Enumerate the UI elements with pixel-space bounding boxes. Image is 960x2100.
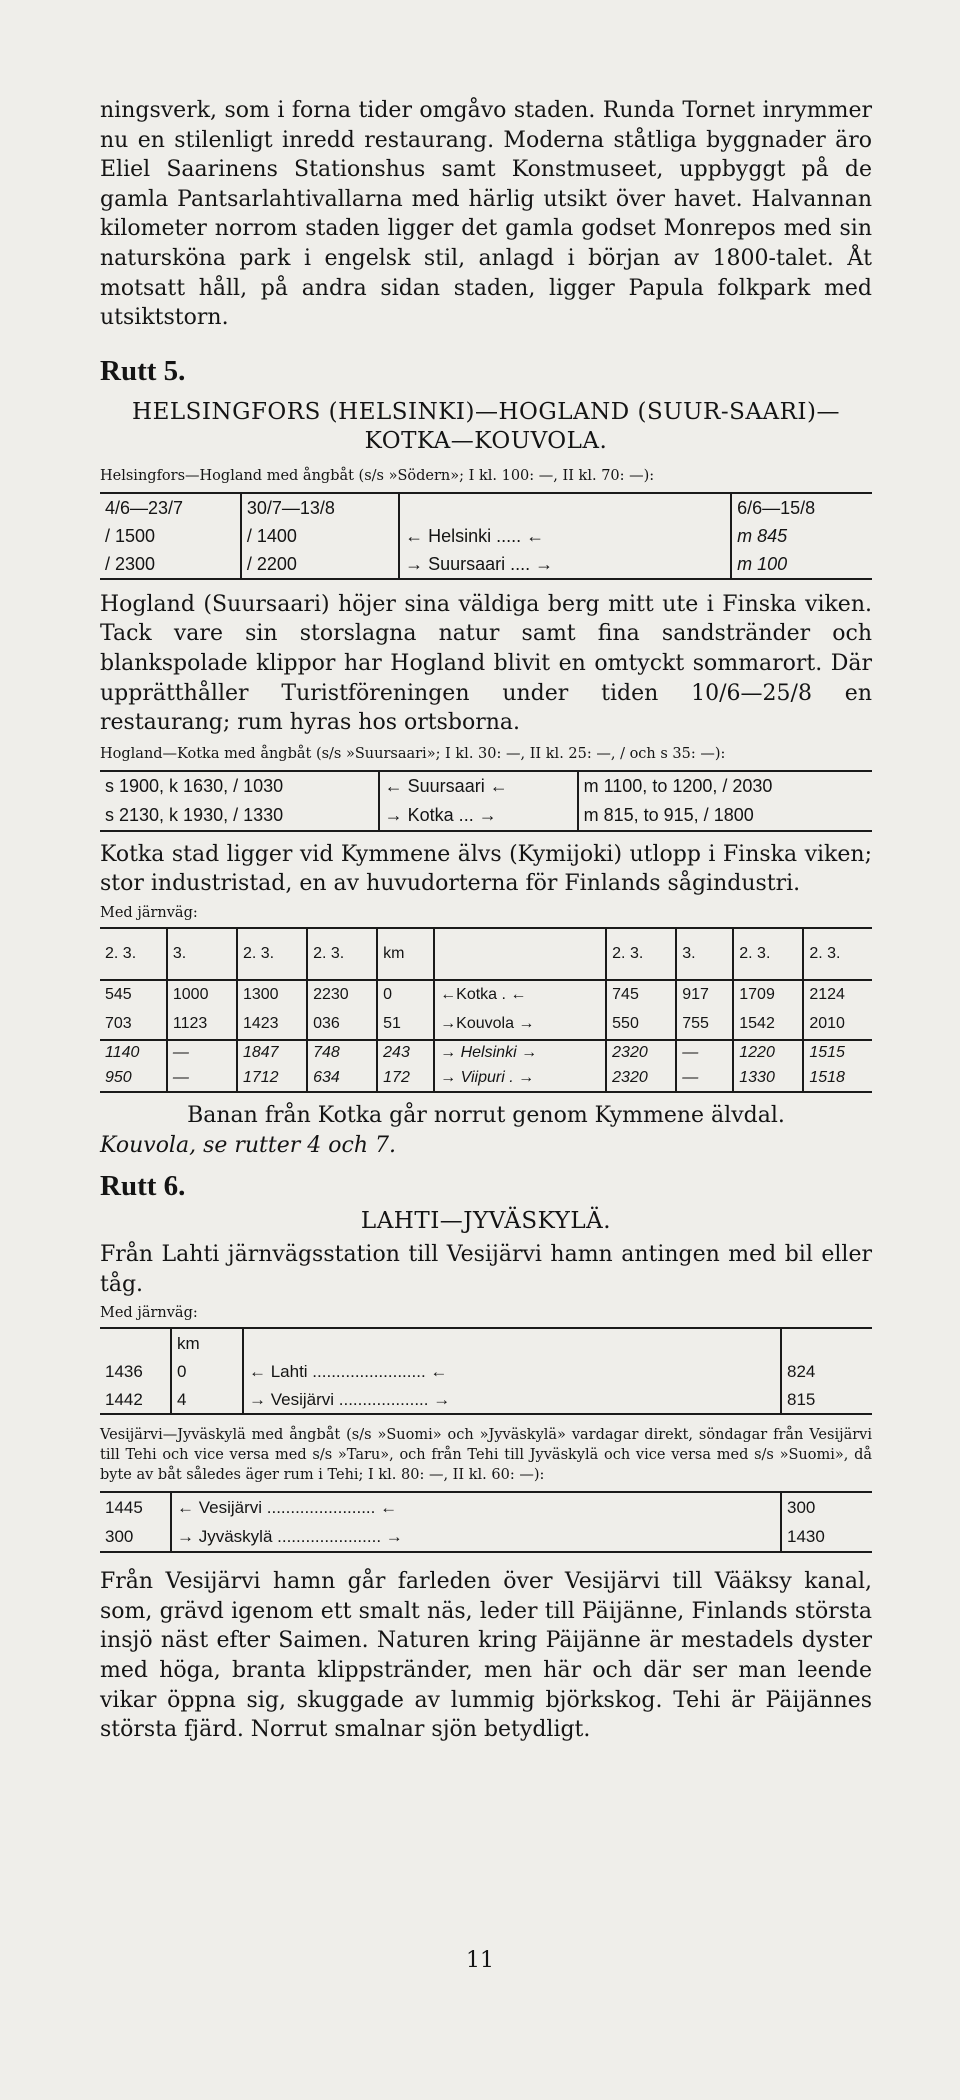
kotka-rail-note: Banan från Kotka går norrut genom Kymmene älvdal. — [187, 1102, 785, 1128]
rutt5-heading: Rutt 5. — [100, 354, 186, 387]
rutt6-title: LAHTI—JYVÄSKYLÄ. — [360, 1208, 612, 1235]
timetable-suursaari-kotka — [100, 770, 872, 832]
table-row: 950 — 1712 634 172 → Viipuri . → 2320 — 1330 1518 — [100, 1066, 872, 1092]
rutt5-title: HELSINGFORS (HELSINKI)—HOGLAND (SUUR-SAARI)—KOTKA—KOUVOLA. — [132, 398, 840, 454]
table-row: s 2130, k 1930, / 1330 → Kotka ... → m 815, to 915, / 1800 — [100, 801, 872, 831]
timetable-vesijarvi-jyvaskyla — [100, 1491, 872, 1553]
page-number: 11 — [466, 1948, 494, 1973]
table-row: 1442 4 → Vesijärvi ................... → 815 — [100, 1386, 872, 1414]
rutt5-boat-note: Helsingfors—Hogland med ångbåt (s/s »Södern»; I kl. 100: —, II kl. 70: —): — [100, 467, 655, 484]
rutt6-intro: Från Lahti järnvägsstation till Vesijärvi hamn antingen med bil eller tåg. — [100, 1242, 872, 1297]
table-row: 545 1000 1300 2230 0 ←Kotka . ← 745 917 1709 2124 — [100, 980, 872, 1010]
table-row: 1140 — 1847 748 243 → Helsinki → 2320 — 1220 1515 — [100, 1040, 872, 1066]
table-row: 703 1123 1423 036 51 →Kouvola → 550 755 1542 2010 — [100, 1010, 872, 1040]
t1-col2-head: 30/7—13/8 — [241, 493, 399, 523]
rutt5-rail-label: Med järnväg: — [100, 904, 198, 921]
table-row: 1445 ← Vesijärvi ....................... ← 300 — [100, 1492, 872, 1522]
table-row: s 1900, k 1630, / 1030 ← Suursaari ← m 1100, to 1200, / 2030 — [100, 771, 872, 801]
timetable-kotka-kouvola: 2. 3. 3. 2. 3. 2. 3. km 2. 3. 3. 2. 3. 2. 3. 545 1000 1300 2230 0 ←Kotka . ← 745 917 1709 2124 703 1123 1423 036 51 →Kouvola → 550 755 1542 2010 1140 — 1847 748 243 → Helsinki → 2320 — 1220 1515 950 — 1712 634 172 → Viipuri . → 2320 — 1330 1518 — [100, 927, 872, 1093]
kouvola-note: Kouvola, se rutter 4 och 7. — [100, 1132, 396, 1158]
rutt5-boat-note-2: Hogland—Kotka med ångbåt (s/s »Suursaari»; I kl. 30: —, II kl. 25: —, / och s 35: —): — [100, 745, 726, 762]
t1-col1-head: 4/6—23/7 — [100, 493, 241, 523]
t1-col4-head: 6/6—15/8 — [737, 497, 816, 518]
rutt6-boat-note: Vesijärvi—Jyväskylä med ångbåt (s/s »Suomi» och »Jyväskylä» vardagar direkt, söndagar från Vesijärvi till Tehi och vice versa med s/s »Taru», och från Tehi till Jyväskylä och vice versa med s/s »Suomi», då byte av båt således äger rum i Tehi; I kl. 80: —, II kl. 60: —): — [100, 1427, 872, 1484]
rutt6-rail-label: Med järnväg: — [100, 1305, 198, 1322]
hogland-paragraph: Hogland (Suursaari) höjer sina väldiga berg mitt ute i Finska viken. Tack vare sin storslagna natur samt fina sandstränder och blankspolade klippor har Hogland blivit en omtyckt sommarort. Där upprätthåller Turistföreningen under tiden 10/6—25/8 en restaurang; rum hyras hos ortsborna. — [100, 591, 872, 736]
intro-paragraph: ningsverk, som i forna tider omgåvo staden. Runda Tornet inrymmer nu en stilenligt inredd restaurang. Moderna ståtliga byggnader äro Eliel Saarinens Stationshus samt Konstmuseet, uppbyggt på de gamla Pantsarlahtivallarna med härlig utsikt över havet. Halvannan kilometer norrom staden ligger det gamla godset Monrepos med sin natursköna park i engelsk stil, anlagd i början av 1800-talet. Åt motsatt håll, på andra sidan staden, ligger Papula folkpark med utsiktstorn. — [100, 98, 872, 331]
table-row: 300 → Jyväskylä ...................... → 1430 — [100, 1522, 872, 1552]
table-row: 1436 0 ← Lahti ........................ ← 824 — [100, 1358, 872, 1386]
timetable-helsinki-suursaari — [100, 492, 872, 580]
kotka-paragraph: Kotka stad ligger vid Kymmene älvs (Kymijoki) utlopp i Finska viken; stor industristad, en av huvudorterna för Finlands sågindustri. — [100, 841, 872, 897]
rutt6-heading: Rutt 6. — [100, 1170, 186, 1203]
table-row: / 1500 / 1400 ← Helsinki ..... ← m 845 — [100, 523, 872, 551]
timetable-lahti-vesijarvi: km 1436 0 ← Lahti ........................ ← 824 1442 4 → Vesijärvi ................... → 815 — [100, 1327, 872, 1415]
closing-paragraph: Från Vesijärvi hamn går farleden över Vesijärvi till Vääksy kanal, som, grävd igenom ett smalt näs, leder till Päijänne, Finlands största insjö näst efter Saimen. Naturen kring Päijänne är mestadels dyster med höga, branta klippstränder, men här och där ser man leende vikar öppna sig, skuggade av lummig björkskog. Tehi är Päijännes största fjärd. Norrut smalnar sjön betydligt. — [100, 1569, 872, 1743]
table-row: / 2300 / 2200 → Suursaari .... → m 100 — [100, 551, 872, 579]
